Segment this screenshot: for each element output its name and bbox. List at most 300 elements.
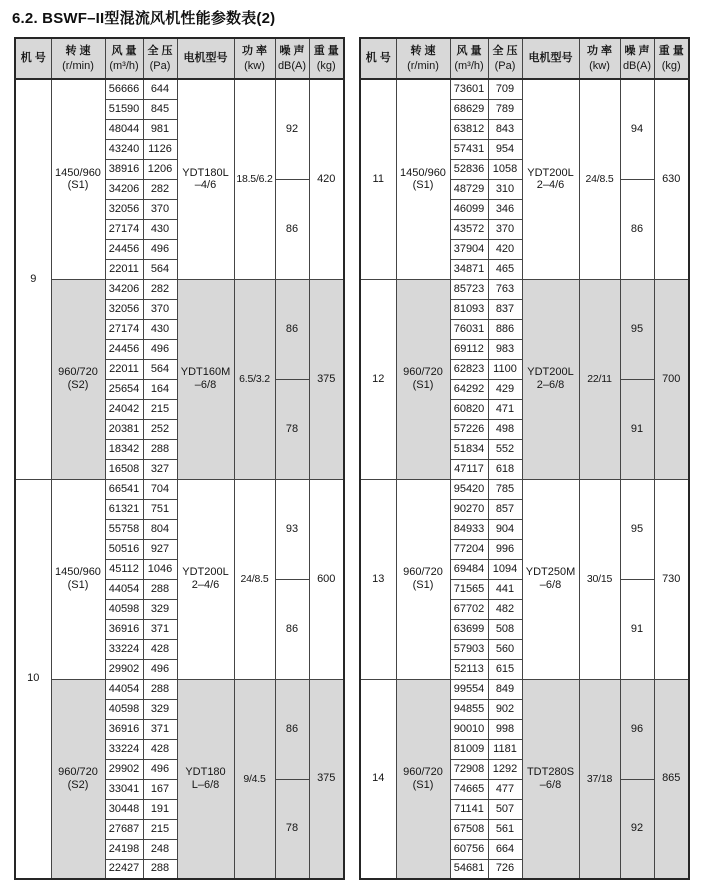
pressure-cell [488,859,522,879]
airflow-cell [450,179,488,199]
pressure-cell [488,219,522,239]
col-header-noise [275,38,309,79]
airflow-cell-text: 94855 [453,702,485,715]
pressure-cell [488,559,522,579]
airflow-cell-text: 56666 [108,82,140,95]
pressure-cell [143,659,177,679]
airflow-cell-text: 40598 [108,702,140,715]
table-row [15,679,344,699]
pressure-cell [488,759,522,779]
airflow-cell [450,559,488,579]
pressure-cell-text: 902 [495,702,515,715]
pressure-cell-text: 564 [150,362,170,375]
pressure-cell-text: 849 [495,682,515,695]
pressure-cell-text: 785 [495,482,515,495]
airflow-cell [450,739,488,759]
pressure-cell-text: 471 [495,402,515,415]
pressure-cell [488,279,522,299]
noise-lower-cell-text: 86 [285,222,299,235]
weight-cell [654,79,689,279]
pressure-cell [488,119,522,139]
airflow-cell-text: 44054 [108,682,140,695]
airflow-cell-text: 90010 [453,722,485,735]
pressure-cell [143,379,177,399]
pressure-cell [488,199,522,219]
speed-cell [51,79,105,279]
pressure-cell [488,379,522,399]
col-header-speed-text: 转 速 [65,45,91,58]
col-header-weight-text: (kg) [316,59,336,72]
pressure-cell-text: 552 [495,442,515,455]
col-header-pressure-text: 全 压 [492,45,518,58]
tables-container [14,37,690,880]
pressure-cell [143,759,177,779]
speed-cell-text: 1450/960 [400,166,446,179]
speed-cell-text: (S1) [412,778,434,791]
col-header-pressure-text: (Pa) [494,59,516,72]
pressure-cell [143,479,177,499]
pressure-cell-text: 981 [150,122,170,135]
pressure-cell-text: 482 [495,602,515,615]
airflow-cell [450,259,488,279]
table-row [360,479,689,499]
airflow-cell-text: 50516 [108,542,140,555]
pressure-cell-text: 644 [150,82,170,95]
noise-upper-cell [620,479,654,579]
airflow-cell [105,799,143,819]
pressure-cell-text: 886 [495,322,515,335]
pressure-cell-text: 1046 [147,562,173,575]
noise-upper-cell [275,479,309,579]
pressure-cell-text: 726 [495,862,515,875]
pressure-cell [143,99,177,119]
col-header-airflow-text: 风 量 [456,45,482,58]
airflow-cell-text: 74665 [453,782,485,795]
motor-model-cell-text: YDT200L [527,166,574,179]
pressure-cell [143,239,177,259]
col-header-machine-text: 机 号 [20,52,46,65]
airflow-cell-text: 24198 [108,842,140,855]
pressure-cell-text: 983 [495,342,515,355]
airflow-cell-text: 18342 [108,442,140,455]
machine-no-cell-text: 11 [372,172,384,185]
pressure-cell-text: 477 [495,782,515,795]
col-header-airflow-text: (m³/h) [454,59,484,72]
motor-model-cell-text: 2–6/8 [536,379,565,391]
airflow-cell [105,859,143,879]
pressure-cell [143,399,177,419]
noise-upper-cell [275,79,309,179]
power-cell-text: 24/8.5 [585,173,614,186]
noise-upper-cell-text: 86 [285,322,299,335]
col-header-power [234,38,275,79]
pressure-cell [143,179,177,199]
noise-lower-cell [275,579,309,679]
col-header-airflow [450,38,488,79]
weight-cell [654,479,689,679]
pressure-cell-text: 430 [150,222,170,235]
airflow-cell-text: 24456 [108,342,140,355]
weight-cell-text: 700 [662,372,681,385]
speed-cell-text: 960/720 [403,566,443,579]
machine-no-cell-text: 9 [30,272,37,285]
power-cell [579,679,620,879]
pressure-cell [143,519,177,539]
pressure-cell [143,419,177,439]
pressure-cell-text: 428 [150,742,170,755]
pressure-cell [143,579,177,599]
noise-lower-cell-text: 91 [630,622,644,635]
airflow-cell-text: 43240 [108,142,140,155]
airflow-cell [450,499,488,519]
airflow-cell [105,479,143,499]
noise-lower-cell-text: 78 [285,422,299,435]
airflow-cell-text: 84933 [453,522,485,535]
pressure-cell-text: 1292 [492,762,518,775]
airflow-cell [105,359,143,379]
pressure-cell-text: 927 [150,542,170,555]
airflow-cell-text: 32056 [108,302,140,315]
airflow-cell-text: 34206 [108,182,140,195]
pressure-cell-text: 751 [150,502,170,515]
pressure-cell-text: 496 [150,662,170,675]
motor-model-cell [522,79,579,279]
airflow-cell [105,739,143,759]
power-cell-text: 22/11 [587,372,612,385]
noise-lower-cell-text: 92 [630,822,644,835]
airflow-cell [105,459,143,479]
pressure-cell [488,499,522,519]
col-header-weight-text: (kg) [661,59,681,72]
weight-cell-text: 600 [317,572,336,585]
airflow-cell [105,519,143,539]
noise-upper-cell-text: 96 [630,722,644,735]
pressure-cell [488,419,522,439]
airflow-cell-text: 63699 [453,622,485,635]
pressure-cell [143,859,177,879]
airflow-cell-text: 27687 [108,822,140,835]
weight-cell-text: 375 [317,772,336,785]
col-header-noise-text: dB(A) [622,59,652,72]
airflow-cell [105,579,143,599]
speed-cell-text: (S2) [67,778,89,791]
airflow-cell [105,699,143,719]
noise-lower-cell [275,379,309,479]
pressure-cell [143,139,177,159]
pressure-cell-text: 310 [495,182,515,195]
machine-no-cell [15,79,51,479]
airflow-cell-text: 45112 [109,562,139,575]
motor-model-cell [177,79,234,279]
airflow-cell [450,419,488,439]
pressure-cell-text: 1058 [492,162,518,175]
pressure-cell [143,559,177,579]
airflow-cell [450,719,488,739]
pressure-cell-text: 370 [150,302,170,315]
pressure-cell [143,459,177,479]
airflow-cell [450,99,488,119]
airflow-cell [450,679,488,699]
machine-no-cell [360,79,396,279]
machine-no-cell [15,479,51,879]
airflow-cell-text: 71565 [453,582,485,595]
pressure-cell-text: 441 [495,582,515,595]
col-header-speed-text: 转 速 [410,45,436,58]
pressure-cell [143,539,177,559]
pressure-cell [488,439,522,459]
airflow-cell [450,619,488,639]
pressure-cell [488,779,522,799]
airflow-cell [105,199,143,219]
speed-cell-text: (S1) [67,179,89,192]
airflow-cell [105,79,143,99]
pressure-cell-text: 429 [495,382,515,395]
pressure-cell-text: 428 [150,642,170,655]
airflow-cell [450,519,488,539]
weight-cell [309,79,344,279]
noise-lower-cell [620,779,654,879]
airflow-cell-text: 46099 [453,202,485,215]
pressure-cell [488,819,522,839]
noise-upper-cell-text: 92 [285,122,299,135]
airflow-cell [450,799,488,819]
weight-cell [309,679,344,879]
noise-upper-cell [620,279,654,379]
airflow-cell-text: 57226 [453,422,485,435]
col-header-airflow-text: 风 量 [111,45,137,58]
airflow-cell-text: 76031 [453,322,485,335]
airflow-cell [105,539,143,559]
pressure-cell [488,539,522,559]
pressure-cell-text: 370 [495,222,515,235]
pressure-cell-text: 845 [150,102,170,115]
noise-upper-cell-text: 93 [285,522,299,535]
pressure-cell-text: 1181 [493,742,517,755]
motor-model-cell-text: YDT180 [185,766,226,779]
airflow-cell [450,539,488,559]
noise-upper-cell-text: 86 [285,722,299,735]
pressure-cell-text: 288 [150,682,170,695]
noise-lower-cell-text: 86 [285,622,299,635]
col-header-airflow-text: (m³/h) [109,59,139,72]
noise-lower-cell [275,779,309,879]
pressure-cell-text: 498 [495,422,515,435]
airflow-cell-text: 71141 [454,802,484,815]
pressure-cell-text: 998 [495,722,515,735]
pressure-cell-text: 508 [495,622,515,635]
airflow-cell-text: 99554 [453,682,485,695]
airflow-cell-text: 62823 [453,362,485,375]
airflow-cell [450,299,488,319]
airflow-cell [450,859,488,879]
airflow-cell [450,579,488,599]
airflow-cell [450,139,488,159]
airflow-cell-text: 30448 [108,802,140,815]
airflow-cell [105,759,143,779]
col-header-weight-text: 重 量 [313,45,339,58]
power-cell [579,79,620,279]
airflow-cell [105,719,143,739]
airflow-cell-text: 27174 [108,322,140,335]
airflow-cell [105,139,143,159]
power-cell-text: 37/18 [586,772,613,785]
pressure-cell [488,679,522,699]
airflow-cell-text: 90270 [453,502,485,515]
pressure-cell-text: 496 [150,342,170,355]
noise-lower-cell [275,179,309,279]
pressure-cell-text: 282 [150,182,170,195]
airflow-cell-text: 27174 [108,222,140,235]
pressure-cell [143,799,177,819]
airflow-cell-text: 32056 [108,202,140,215]
motor-model-cell-text: TDT280S [526,766,575,779]
col-header-motor-text: 电机型号 [183,52,228,65]
airflow-cell [105,279,143,299]
pressure-cell-text: 664 [495,842,515,855]
col-header-machine-text: 机 号 [365,52,391,65]
pressure-cell [488,459,522,479]
airflow-cell-text: 29902 [108,662,140,675]
col-header-power-text: 功 率 [586,45,613,58]
airflow-cell [450,279,488,299]
col-header-machine [15,38,51,79]
col-header-weight-text: 重 量 [658,45,684,58]
weight-cell [654,679,689,879]
airflow-cell-text: 60756 [453,842,485,855]
airflow-cell-text: 60820 [453,402,485,415]
pressure-cell-text: 843 [495,122,515,135]
speed-cell-text: 1450/960 [55,166,101,179]
airflow-cell-text: 22011 [109,262,139,275]
pressure-cell-text: 804 [150,522,170,535]
noise-upper-cell [620,679,654,779]
weight-cell [309,479,344,679]
col-header-power [579,38,620,79]
pressure-cell-text: 282 [150,282,170,295]
noise-upper-cell-text: 94 [630,122,644,135]
pressure-cell [488,139,522,159]
pressure-cell [143,359,177,379]
speed-cell-text: 960/720 [58,766,98,779]
pressure-cell [143,819,177,839]
airflow-cell-text: 57903 [453,642,485,655]
motor-model-cell-text: –4/6 [194,179,217,192]
pressure-cell [488,519,522,539]
pressure-cell [143,339,177,359]
pressure-cell-text: 164 [150,382,170,395]
power-cell [234,679,275,879]
pressure-cell-text: 248 [150,842,170,855]
airflow-cell-text: 22011 [109,362,139,375]
airflow-cell-text: 29902 [108,762,140,775]
airflow-cell [450,239,488,259]
col-header-pressure [488,38,522,79]
noise-lower-cell-text: 91 [630,422,644,435]
airflow-cell-text: 22427 [108,862,140,875]
pressure-cell [143,259,177,279]
airflow-cell-text: 77204 [453,542,485,555]
motor-model-cell [522,279,579,479]
pressure-cell-text: 857 [495,502,515,515]
speed-cell [396,279,450,479]
col-header-machine [360,38,396,79]
airflow-cell-text: 54681 [453,862,485,875]
noise-upper-cell [275,679,309,779]
airflow-cell [450,319,488,339]
pressure-cell-text: 1206 [147,162,173,175]
table-body [15,79,344,879]
pressure-cell-text: 837 [495,302,515,315]
pressure-cell [143,779,177,799]
pressure-cell [143,279,177,299]
motor-model-cell-text: YDT250M [525,566,576,579]
pressure-cell [488,399,522,419]
airflow-cell-text: 64292 [453,382,485,395]
weight-cell-text: 375 [317,372,336,385]
airflow-cell-text: 52113 [454,662,484,675]
noise-lower-cell [620,379,654,479]
table-row [15,79,344,99]
airflow-cell-text: 63812 [453,122,485,135]
airflow-cell [105,639,143,659]
pressure-cell [143,159,177,179]
airflow-cell-text: 24456 [108,242,140,255]
airflow-cell-text: 69484 [453,562,485,575]
col-header-speed [51,38,105,79]
airflow-cell [105,99,143,119]
pressure-cell-text: 904 [495,522,515,535]
pressure-cell-text: 288 [150,862,170,875]
airflow-cell [450,459,488,479]
airflow-cell [105,559,143,579]
airflow-cell-text: 81093 [453,302,485,315]
pressure-cell [143,79,177,99]
pressure-cell-text: 465 [495,262,515,275]
col-header-pressure [143,38,177,79]
pressure-cell-text: 615 [495,662,515,675]
airflow-cell-text: 67508 [453,822,485,835]
motor-model-cell-text: 2–4/6 [191,579,220,591]
airflow-cell-text: 66541 [108,482,140,495]
airflow-cell-text: 81009 [453,742,485,755]
speed-cell [51,479,105,679]
pressure-cell [488,639,522,659]
airflow-cell-text: 95420 [453,482,485,495]
airflow-cell-text: 73601 [453,82,485,95]
pressure-cell-text: 618 [495,462,515,475]
airflow-cell-text: 24042 [108,402,140,415]
airflow-cell-text: 72908 [453,762,485,775]
airflow-cell [450,699,488,719]
table-header-row [15,38,344,79]
airflow-cell [105,679,143,699]
speed-cell-text: 1450/960 [55,566,101,579]
airflow-cell-text: 44054 [108,582,140,595]
airflow-cell-text: 57431 [453,142,485,155]
airflow-cell [105,439,143,459]
fan-table-right [359,37,690,880]
pressure-cell-text: 215 [150,402,170,415]
pressure-cell [488,239,522,259]
table-row [15,479,344,499]
speed-cell-text: (S2) [67,379,89,391]
airflow-cell-text: 67702 [453,602,485,615]
speed-cell [51,679,105,879]
airflow-cell-text: 38916 [108,162,140,175]
power-cell [234,279,275,479]
pressure-cell [143,719,177,739]
airflow-cell-text: 36916 [108,622,140,635]
